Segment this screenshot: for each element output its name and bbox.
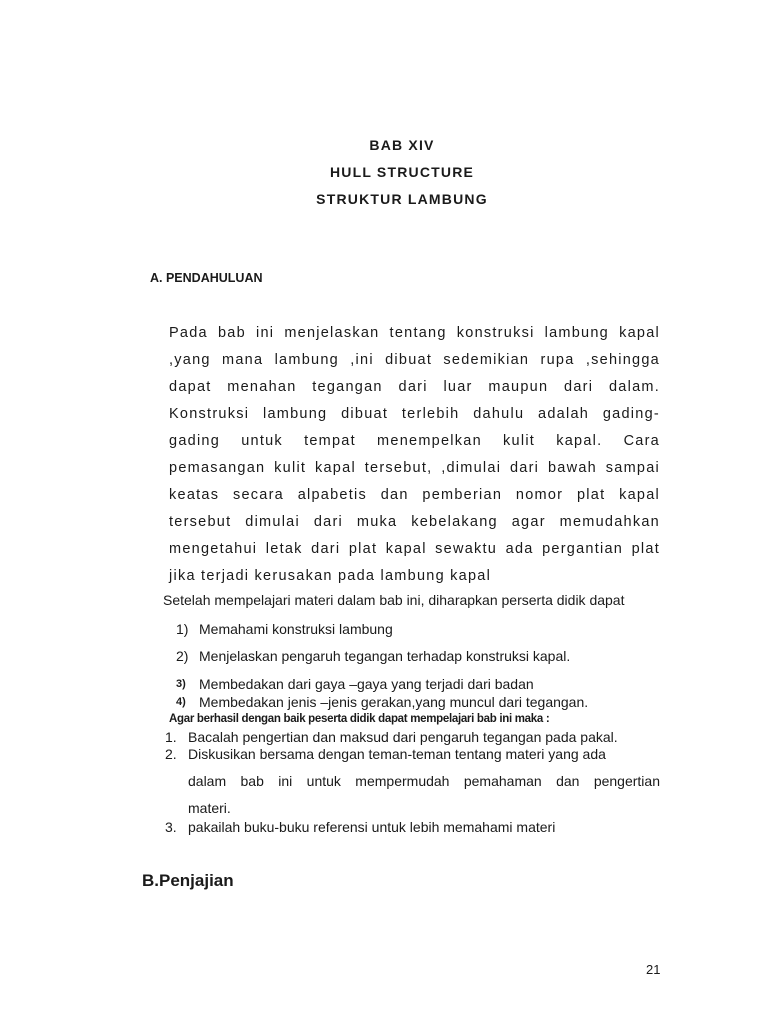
objective-text: Membedakan dari gaya –gaya yang terjadi dari badan <box>199 676 534 692</box>
paragraph-line: Konstruksi lambung dibuat terlebih dahulu adalah gading- <box>169 406 660 422</box>
paragraph-line: mengetahui letak dari plat kapal sewaktu ada pergantian plat <box>169 541 660 557</box>
paragraph-line: ,yang mana lambung ,ini dibuat sedemikian rupa ,sehingga <box>169 352 660 368</box>
section-b-heading: B.Penjajian <box>142 871 234 890</box>
paragraph-line: Pada bab ini menjelaskan tentang konstruksi lambung kapal <box>169 325 660 341</box>
objectives-intro: Setelah mempelajari materi dalam bab ini, diharapkan perserta didik dapat <box>163 592 625 608</box>
guidance-number: 1. <box>165 729 177 745</box>
guidance-intro: Agar berhasil dengan baik peserta didik dapat mempelajari bab ini maka : <box>169 713 550 725</box>
intro-paragraph <box>169 320 660 590</box>
objective-number: 3) <box>176 678 186 690</box>
paragraph-line: dapat menahan tegangan dari luar maupun dari dalam. <box>169 379 660 395</box>
section-a-heading: A. PENDAHULUAN <box>150 271 263 285</box>
guidance-number: 3. <box>165 819 177 835</box>
guidance-continuation: dalam bab ini untuk mempermudah pemahaman dan pengertian <box>188 773 660 789</box>
guidance-text: Bacalah pengertian dan maksud dari pengaruh tegangan pada pakal. <box>188 729 618 745</box>
chapter-label: BAB XIV <box>369 137 435 153</box>
objective-number: 1) <box>176 621 189 637</box>
objective-number: 4) <box>176 696 186 708</box>
guidance-continuation: materi. <box>188 800 231 816</box>
paragraph-line: tersebut dimulai dari muka kebelakang agar memudahkan <box>169 514 660 530</box>
objective-text: Menjelaskan pengaruh tegangan terhadap konstruksi kapal. <box>199 648 571 664</box>
guidance-text: pakailah buku-buku referensi untuk lebih memahami materi <box>188 819 556 835</box>
guidance-number: 2. <box>165 746 177 762</box>
page-number: 21 <box>646 962 661 977</box>
paragraph-line: pemasangan kulit kapal tersebut, ,dimulai dari bawah sampai <box>169 460 660 476</box>
objective-number: 2) <box>176 648 189 664</box>
objective-text: Memahami konstruksi lambung <box>199 621 393 637</box>
guidance-text: Diskusikan bersama dengan teman-teman tentang materi yang ada <box>188 746 606 762</box>
paragraph-line: keatas secara alpabetis dan pemberian nomor plat kapal <box>169 487 660 503</box>
chapter-title-english: HULL STRUCTURE <box>329 164 475 180</box>
paragraph-line: jika terjadi kerusakan pada lambung kapal <box>169 568 492 584</box>
objective-text: Membedakan jenis –jenis gerakan,yang muncul dari tegangan. <box>199 694 589 710</box>
chapter-title-indonesian: STRUKTUR LAMBUNG <box>316 191 488 207</box>
paragraph-line: gading untuk tempat menempelkan kulit kapal. Cara <box>169 433 660 449</box>
